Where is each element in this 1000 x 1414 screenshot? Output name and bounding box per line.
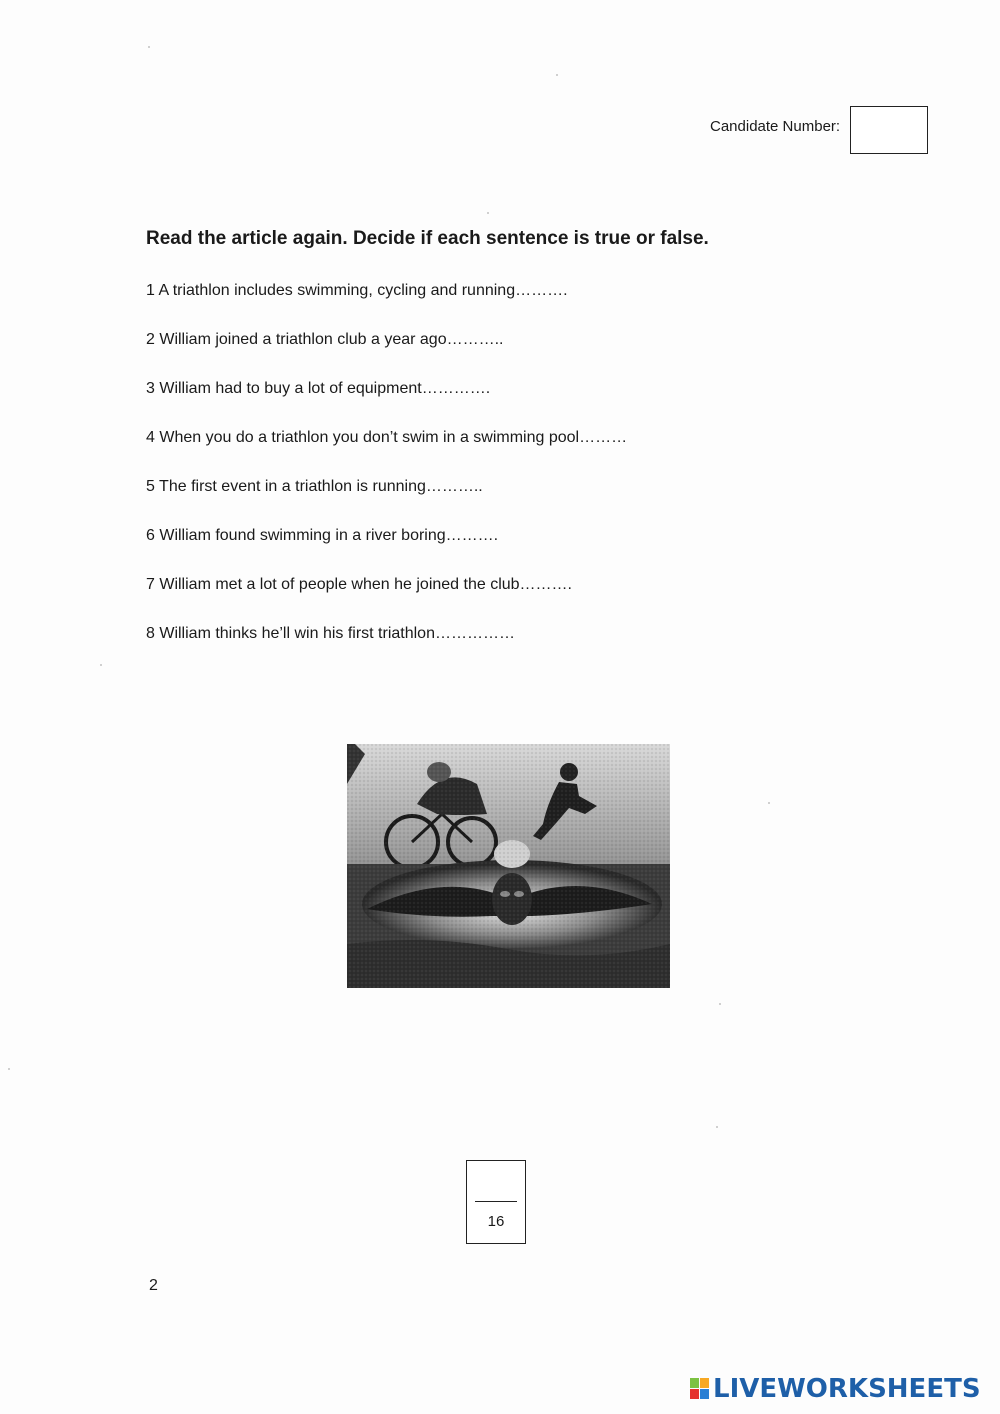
score-total: 16 — [487, 1213, 505, 1230]
scan-speck — [148, 46, 150, 48]
photo-grain — [347, 744, 670, 988]
question-item: 7 William met a lot of people when he joined the club………. — [146, 576, 572, 593]
scan-speck — [487, 212, 489, 214]
question-item: 6 William found swimming in a river boring………. — [146, 527, 499, 544]
candidate-number — [710, 106, 928, 154]
liveworksheets-logo-icon — [690, 1378, 710, 1400]
candidate-number-label: Candidate Number: — [710, 118, 841, 135]
score-line — [475, 1201, 517, 1202]
question-item: 1 A triathlon includes swimming, cycling and running………. — [146, 282, 568, 299]
scan-speck — [556, 74, 558, 76]
scan-speck — [100, 664, 102, 666]
candidate-number-box[interactable] — [850, 106, 928, 154]
instruction-heading: Read the article again. Decide if each sentence is true or false. — [146, 228, 709, 249]
scan-speck — [719, 1003, 721, 1005]
brand-text: LIVEWORKSHEETS — [713, 1374, 981, 1404]
question-item: 3 William had to buy a lot of equipment…………. — [146, 380, 491, 397]
liveworksheets-brand — [690, 1374, 981, 1404]
question-item: 2 William joined a triathlon club a year ago……….. — [146, 331, 504, 348]
page-number: 2 — [149, 1277, 158, 1294]
triathlon-photo — [347, 744, 670, 988]
question-item: 8 William thinks he’ll win his first triathlon…………… — [146, 625, 515, 642]
scan-speck — [716, 1126, 718, 1128]
question-list — [146, 280, 627, 672]
score-box[interactable] — [466, 1160, 526, 1244]
scan-speck — [8, 1068, 10, 1070]
question-item: 5 The first event in a triathlon is running……….. — [146, 478, 483, 495]
question-item: 4 When you do a triathlon you don’t swim in a swimming pool……… — [146, 429, 628, 446]
scan-speck — [768, 802, 770, 804]
